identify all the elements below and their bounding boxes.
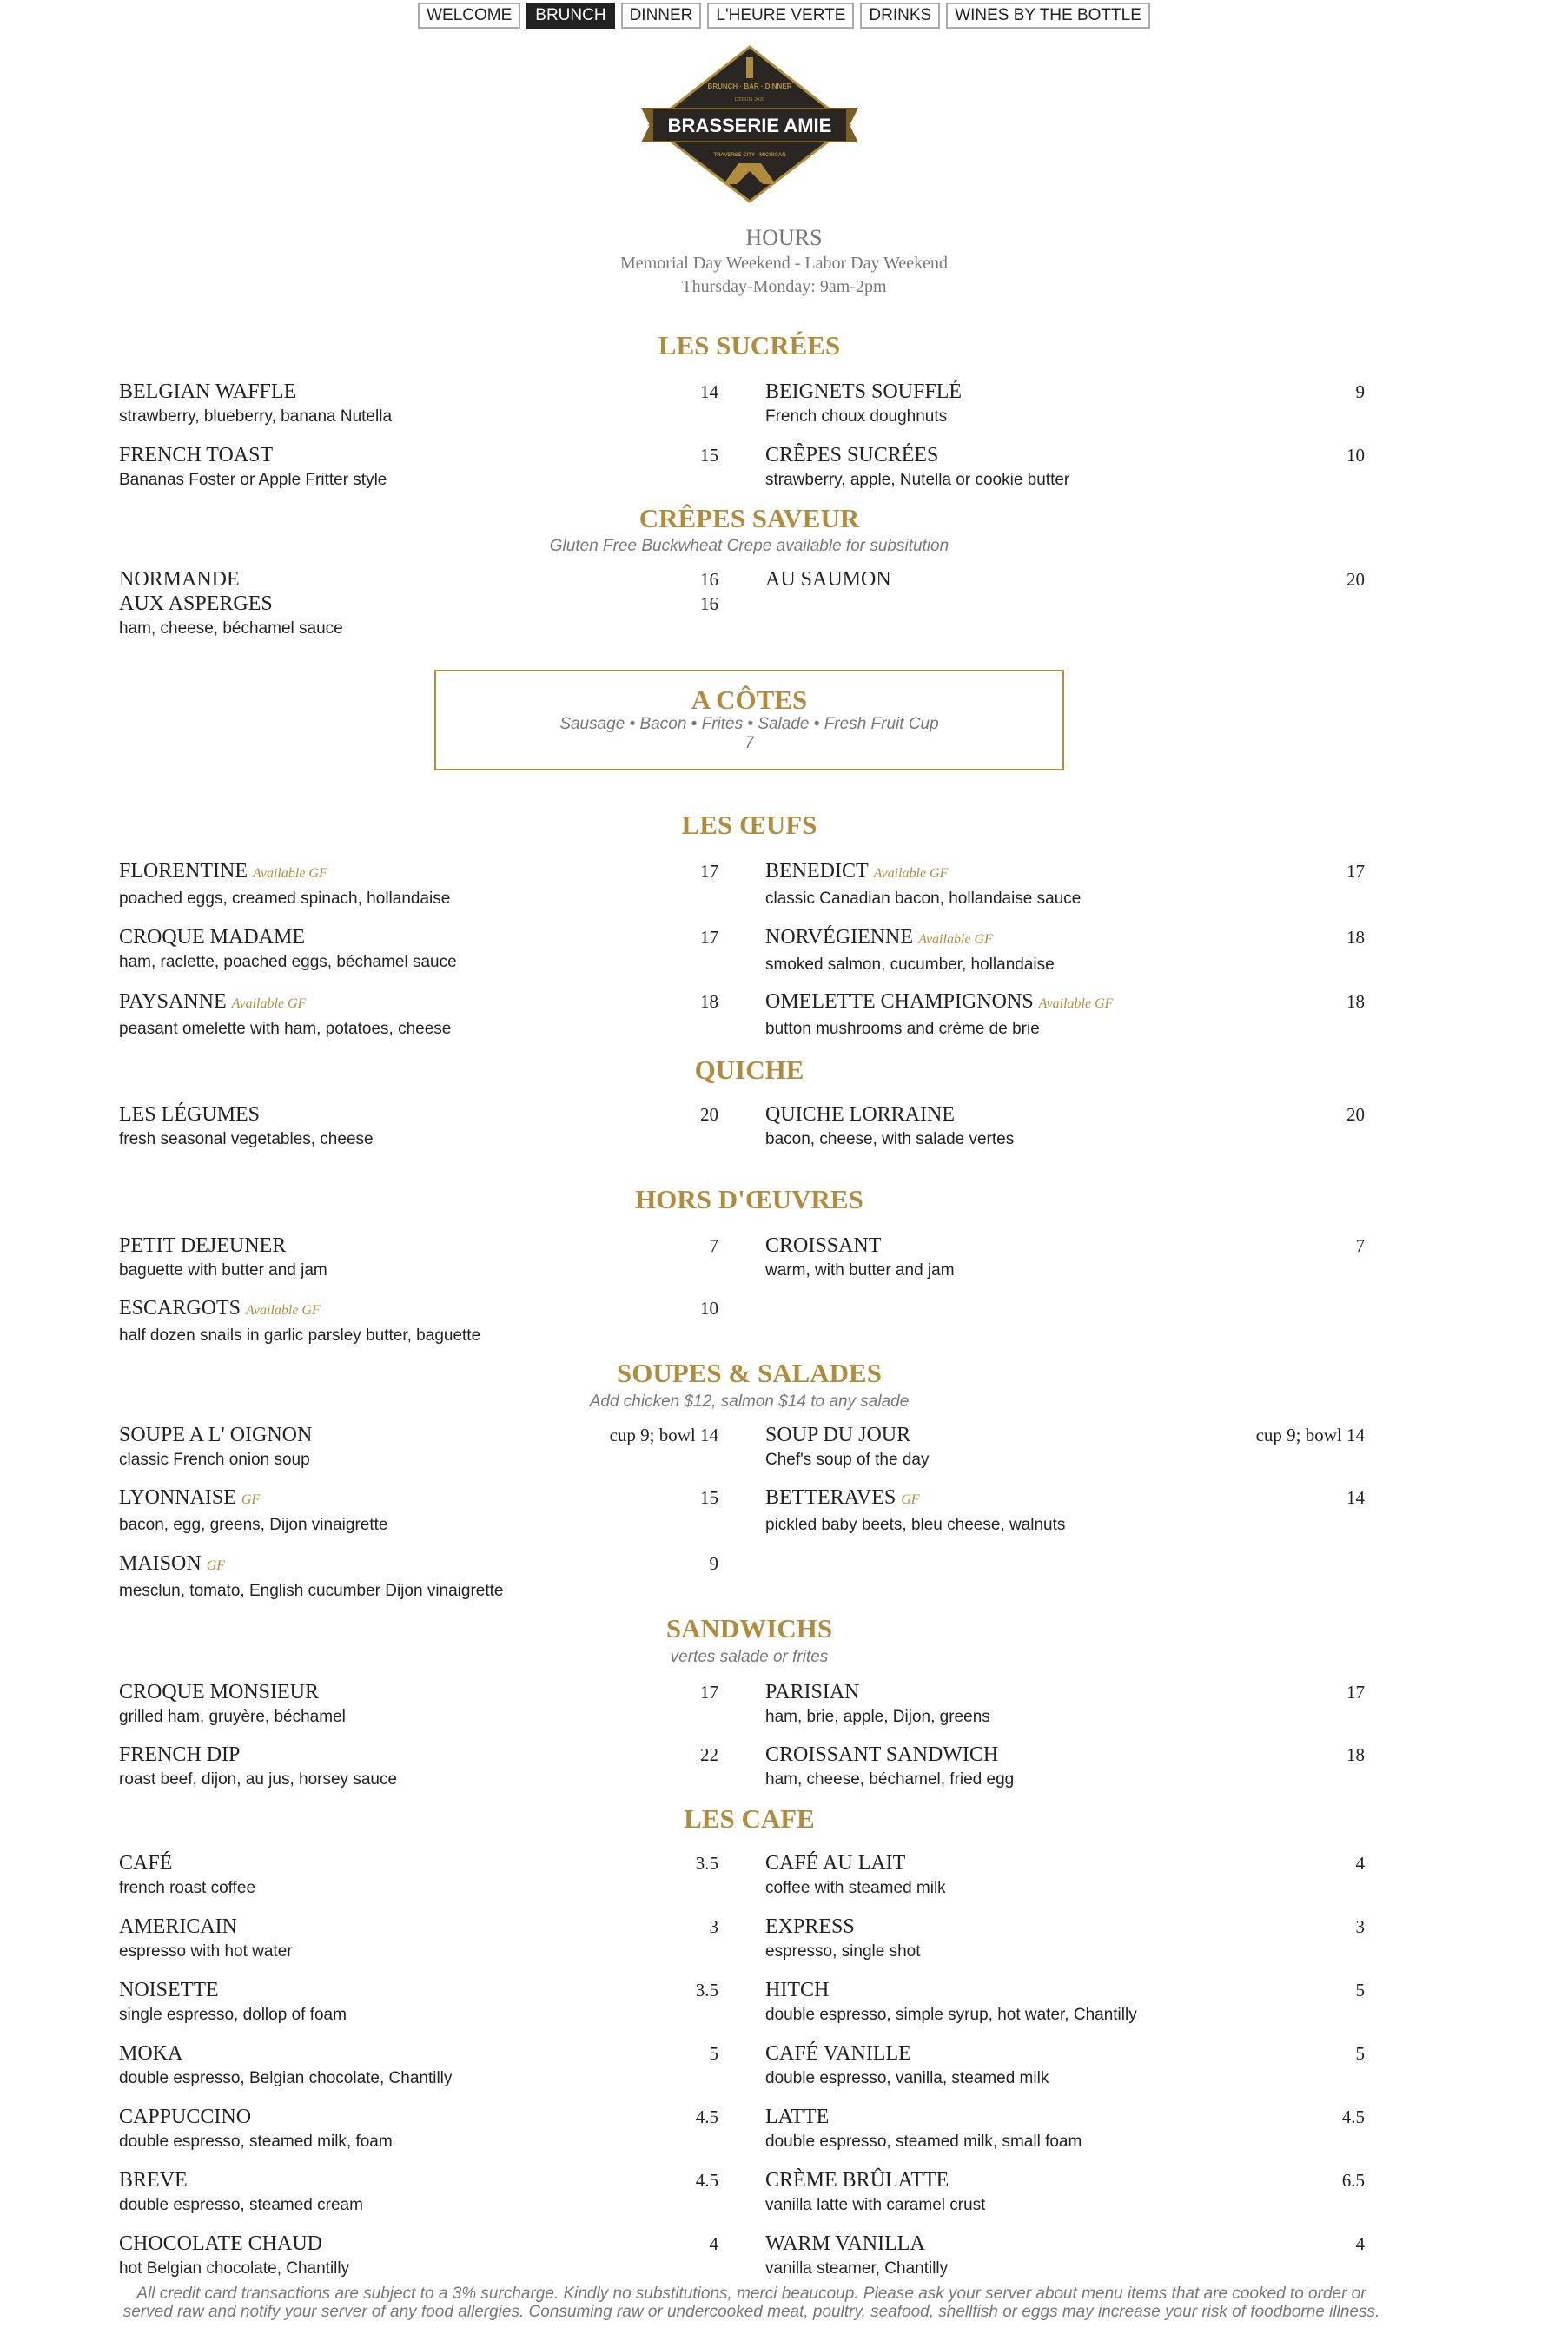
item-price: 4.5 bbox=[1341, 2106, 1365, 2127]
a-cotes-title: A CÔTES bbox=[691, 684, 808, 715]
item-price: 4.5 bbox=[695, 2106, 718, 2127]
item-price-alt: 16 bbox=[700, 593, 718, 614]
item-description: warm, with butter and jam bbox=[765, 1261, 955, 1280]
item-name: SOUP DU JOUR bbox=[765, 1424, 911, 1446]
item-name-row bbox=[119, 1743, 718, 1767]
menu-item bbox=[765, 1978, 1365, 2027]
item-name-row bbox=[765, 380, 1365, 404]
item-name-row bbox=[765, 1851, 1365, 1875]
item-name: NOISETTE bbox=[119, 1979, 219, 2001]
item-name: QUICHE LORRAINE bbox=[765, 1103, 955, 1126]
logo-top-text: BRUNCH · BAR · DINNER bbox=[707, 83, 792, 90]
item-name: EXPRESS bbox=[765, 1915, 855, 1938]
menu-item bbox=[119, 1743, 718, 1791]
item-name-row bbox=[119, 567, 718, 592]
item-name: CAFÉ VANILLE bbox=[765, 2042, 911, 2065]
item-description: double espresso, steamed milk, foam bbox=[119, 2133, 393, 2151]
item-name-row bbox=[119, 2105, 718, 2129]
menu-item bbox=[119, 859, 718, 910]
item-description: poached eggs, creamed spinach, hollandaise bbox=[119, 889, 451, 908]
item-name: CAFÉ AU LAIT bbox=[765, 1852, 906, 1875]
gluten-free-badge: GF bbox=[901, 1492, 920, 1507]
menu-item bbox=[765, 925, 1365, 976]
item-name-row bbox=[119, 1851, 718, 1875]
hours-block bbox=[0, 224, 1568, 299]
hours-season: Memorial Day Weekend - Labor Day Weekend bbox=[619, 254, 948, 273]
item-price: 18 bbox=[1346, 927, 1365, 948]
item-description: baguette with butter and jam bbox=[119, 1261, 327, 1280]
section-title: SANDWICHS bbox=[665, 1613, 833, 1643]
item-name: LATTE bbox=[765, 2106, 830, 2128]
menu-item bbox=[119, 1680, 718, 1729]
item-description: ham, brie, apple, Dijon, greens bbox=[765, 1708, 990, 1726]
item-name-row bbox=[119, 1978, 718, 2002]
item-price: 14 bbox=[700, 381, 718, 402]
item-description: fresh seasonal vegetables, cheese bbox=[119, 1130, 374, 1148]
menu-item bbox=[765, 567, 1365, 592]
tab-wines-by-the-bottle[interactable]: WINES BY THE BOTTLE bbox=[946, 3, 1150, 29]
item-description: vanilla steamer, Chantilly bbox=[765, 2259, 949, 2278]
item-name: NORVÉGIENNE bbox=[765, 926, 914, 949]
item-description: Bananas Foster or Apple Fritter style bbox=[119, 471, 387, 489]
menu-item bbox=[119, 1851, 718, 1900]
item-price: 4.5 bbox=[695, 2170, 718, 2191]
item-name: ESCARGOTS bbox=[119, 1297, 241, 1319]
item-name: PARISIAN bbox=[765, 1681, 860, 1703]
item-price: 15 bbox=[700, 445, 718, 466]
menu-item bbox=[119, 443, 718, 492]
menu-item bbox=[765, 1914, 1365, 1963]
item-name-row bbox=[765, 989, 1365, 1016]
item-name-row bbox=[119, 1551, 718, 1578]
item-price: 3 bbox=[1355, 1916, 1365, 1937]
item-name: NORMANDE bbox=[119, 568, 240, 591]
item-price: 17 bbox=[1346, 1682, 1365, 1703]
item-description: french roast coffee bbox=[119, 1879, 256, 1897]
item-price: 18 bbox=[1346, 991, 1365, 1012]
item-name: CAFÉ bbox=[119, 1852, 173, 1875]
item-name: FRENCH DIP bbox=[119, 1743, 241, 1766]
item-name: CRÊPES SUCRÉES bbox=[765, 444, 939, 466]
menu-item bbox=[119, 1233, 718, 1282]
item-name-row bbox=[119, 380, 718, 404]
item-name-row bbox=[119, 1102, 718, 1127]
item-description: ham, cheese, béchamel sauce bbox=[119, 619, 343, 638]
tab-dinner[interactable]: DINNER bbox=[621, 3, 702, 29]
item-name: CROQUE MADAME bbox=[119, 926, 306, 949]
item-price: 15 bbox=[700, 1487, 718, 1508]
item-name: BELGIAN WAFFLE bbox=[119, 380, 297, 403]
item-description: grilled ham, gruyère, béchamel bbox=[119, 1708, 346, 1726]
item-name: CROQUE MONSIEUR bbox=[119, 1681, 320, 1703]
item-description: classic French onion soup bbox=[119, 1451, 310, 1469]
gluten-free-badge: GF bbox=[241, 1492, 261, 1507]
item-description: smoked salmon, cucumber, hollandaise bbox=[765, 956, 1055, 974]
menu-item bbox=[765, 1233, 1365, 1282]
item-description: strawberry, apple, Nutella or cookie butter bbox=[765, 471, 1070, 489]
item-name-row bbox=[119, 925, 718, 949]
item-description: French choux doughnuts bbox=[765, 407, 948, 426]
section-subtitle: Add chicken $12, salmon $14 to any salade bbox=[589, 1392, 910, 1411]
item-name-row bbox=[765, 1743, 1365, 1767]
item-price: 20 bbox=[1346, 1104, 1365, 1125]
item-name: SOUPE A L' OIGNON bbox=[119, 1424, 313, 1446]
menu-item bbox=[119, 925, 718, 974]
section-title: CRÊPES SAVEUR bbox=[638, 503, 860, 533]
item-price: 20 bbox=[700, 1104, 718, 1125]
item-price: 3 bbox=[709, 1916, 718, 1937]
menu-item bbox=[765, 1851, 1365, 1900]
item-description: ham, cheese, béchamel, fried egg bbox=[765, 1770, 1015, 1789]
item-name: LES LÉGUMES bbox=[119, 1103, 260, 1126]
section-subtitle: Gluten Free Buckwheat Crepe available for subsitution bbox=[549, 537, 949, 555]
item-description: double espresso, steamed milk, small foam bbox=[765, 2133, 1082, 2151]
item-name-row bbox=[119, 2041, 718, 2066]
item-price: 14 bbox=[1346, 1487, 1365, 1508]
item-name: CHOCOLATE CHAUD bbox=[119, 2232, 322, 2255]
brasserie-amie-logo bbox=[641, 45, 858, 203]
item-price: 16 bbox=[700, 569, 718, 590]
item-name-row bbox=[765, 1485, 1365, 1512]
item-price: cup 9; bowl 14 bbox=[1255, 1425, 1365, 1445]
tab-lheure-verte[interactable]: L'HEURE VERTE bbox=[707, 3, 854, 29]
item-name-row bbox=[119, 1233, 718, 1258]
item-price: 4 bbox=[709, 2233, 718, 2254]
section-title: QUICHE bbox=[694, 1055, 804, 1085]
item-name-row bbox=[119, 859, 718, 886]
item-description: double espresso, vanilla, steamed milk bbox=[765, 2069, 1049, 2087]
item-price: 3.5 bbox=[695, 1853, 718, 1874]
menu-item bbox=[765, 2041, 1365, 2090]
item-price: 5 bbox=[1355, 2043, 1365, 2064]
item-price: 9 bbox=[1355, 381, 1365, 402]
item-name-row bbox=[765, 925, 1365, 952]
item-description: classic Canadian bacon, hollandaise sauce bbox=[765, 889, 1082, 908]
item-name: PETIT DEJEUNER bbox=[119, 1234, 287, 1257]
item-name: CRÈME BRÛLATTE bbox=[765, 2169, 949, 2192]
item-name-row bbox=[765, 859, 1365, 886]
menu-item bbox=[119, 2168, 718, 2217]
item-description: pickled baby beets, bleu cheese, walnuts bbox=[765, 1516, 1066, 1534]
menu-item bbox=[765, 859, 1365, 910]
item-name-row bbox=[119, 1680, 718, 1704]
item-name-row bbox=[765, 1680, 1365, 1704]
item-description: double espresso, Belgian chocolate, Chantilly bbox=[119, 2069, 453, 2087]
item-price: 10 bbox=[1346, 445, 1365, 466]
item-name-row bbox=[765, 2105, 1365, 2129]
item-name: CROISSANT SANDWICH bbox=[765, 1743, 999, 1766]
item-name-row bbox=[765, 2041, 1365, 2066]
item-description: Chef's soup of the day bbox=[765, 1451, 930, 1469]
item-price: 10 bbox=[700, 1298, 718, 1319]
item-price: 18 bbox=[1346, 1744, 1365, 1765]
item-description: peasant omelette with ham, potatoes, cheese bbox=[119, 1020, 452, 1038]
menu-item bbox=[119, 2105, 718, 2153]
menu-tabs bbox=[0, 3, 1568, 29]
section-title: HORS D'ŒUVRES bbox=[635, 1184, 863, 1214]
item-description: half dozen snails in garlic parsley butter, baguette bbox=[119, 1326, 481, 1345]
hours-heading: HOURS bbox=[745, 225, 823, 250]
menu-item bbox=[765, 2105, 1365, 2153]
item-description: roast beef, dijon, au jus, horsey sauce bbox=[119, 1770, 398, 1789]
item-price: 17 bbox=[1346, 861, 1365, 882]
menu-item bbox=[119, 989, 718, 1041]
menu-item bbox=[119, 1914, 718, 1963]
item-price: 7 bbox=[1355, 1235, 1365, 1256]
item-description: button mushrooms and crème de brie bbox=[765, 1020, 1040, 1038]
item-description: coffee with steamed milk bbox=[765, 1879, 946, 1897]
item-price: 17 bbox=[700, 1682, 718, 1703]
item-name-row bbox=[765, 2232, 1365, 2256]
item-description: strawberry, blueberry, banana Nutella bbox=[119, 407, 393, 426]
item-description: double espresso, steamed cream bbox=[119, 2196, 363, 2214]
item-name-row bbox=[119, 1485, 718, 1512]
menu-item bbox=[119, 1423, 718, 1471]
item-name-row bbox=[765, 567, 1365, 592]
menu-item bbox=[765, 380, 1365, 428]
item-price: 22 bbox=[700, 1744, 718, 1765]
tab-brunch[interactable]: BRUNCH bbox=[526, 3, 614, 29]
gluten-free-badge: Available GF bbox=[1038, 996, 1114, 1011]
item-price: 20 bbox=[1346, 569, 1365, 590]
menu-item bbox=[765, 1102, 1365, 1151]
footer-disclaimer: All credit card transactions are subject to a 3% surcharge. Kindly no substitutions, merci beaucoup. Please ask your server about menu items that are cooked to order or served raw and notify your server of any food allergies. Consuming raw or undercooked meat, poultry, seafood, shellfish or eggs may increase your risk of foodborne illness. bbox=[122, 2285, 1380, 2321]
item-description: bacon, egg, greens, Dijon vinaigrette bbox=[119, 1516, 388, 1534]
item-description: hot Belgian chocolate, Chantilly bbox=[119, 2259, 350, 2278]
item-price: 17 bbox=[700, 861, 718, 882]
gluten-free-badge: GF bbox=[206, 1558, 226, 1573]
menu-item bbox=[119, 1296, 718, 1347]
item-name: BETTERAVES bbox=[765, 1486, 896, 1509]
item-name: FLORENTINE bbox=[119, 860, 248, 883]
item-price: 18 bbox=[700, 991, 718, 1012]
menu-item bbox=[765, 1743, 1365, 1791]
a-cotes-items: Sausage • Bacon • Frites • Salade • Fresh Fruit Cup bbox=[559, 715, 939, 733]
item-name: MOKA bbox=[119, 2042, 183, 2065]
gluten-free-badge: Available GF bbox=[918, 932, 993, 947]
item-name-row bbox=[119, 2232, 718, 2256]
item-price: cup 9; bowl 14 bbox=[609, 1425, 718, 1445]
item-name-row bbox=[765, 1102, 1365, 1127]
item-price: 5 bbox=[709, 2043, 718, 2064]
item-description: double espresso, simple syrup, hot water, Chantilly bbox=[765, 2006, 1137, 2024]
item-description: espresso, single shot bbox=[765, 1942, 921, 1961]
section-title: LES ŒUFS bbox=[681, 810, 817, 840]
gluten-free-badge: Available GF bbox=[873, 866, 949, 881]
item-description: mesclun, tomato, English cucumber Dijon vinaigrette bbox=[119, 1582, 504, 1600]
section-title: LES SUCRÉES bbox=[658, 330, 841, 360]
item-name: AMERICAIN bbox=[119, 1915, 237, 1938]
item-name: PAYSANNE bbox=[119, 990, 227, 1013]
menu-item bbox=[119, 2041, 718, 2090]
item-description: bacon, cheese, with salade vertes bbox=[765, 1130, 1015, 1148]
menu-item bbox=[765, 1680, 1365, 1729]
logo-name: BRASSERIE AMIE bbox=[667, 115, 832, 136]
logo-depuis-text: DEPUIS 2020 bbox=[734, 97, 765, 103]
item-name: HITCH bbox=[765, 1979, 830, 2001]
menu-item bbox=[119, 1551, 718, 1603]
item-name: WARM VANILLA bbox=[765, 2232, 925, 2255]
a-cotes-box bbox=[434, 670, 1064, 770]
menu-item bbox=[119, 567, 718, 640]
item-description: ham, raclette, poached eggs, béchamel sauce bbox=[119, 953, 457, 971]
menu-item bbox=[119, 1485, 718, 1537]
item-name: MAISON bbox=[119, 1552, 202, 1575]
menu-item bbox=[765, 1423, 1365, 1471]
gluten-free-badge: Available GF bbox=[246, 1303, 321, 1318]
item-name-row bbox=[765, 1233, 1365, 1258]
item-price: 4 bbox=[1355, 1853, 1365, 1874]
item-name-row bbox=[765, 1914, 1365, 1939]
item-name-row bbox=[119, 1914, 718, 1939]
item-price: 5 bbox=[1355, 1980, 1365, 2000]
item-name-alt: AUX ASPERGES bbox=[119, 592, 273, 615]
item-description: single espresso, dollop of foam bbox=[119, 2006, 347, 2024]
menu-item bbox=[119, 1978, 718, 2027]
a-cotes-price: 7 bbox=[744, 734, 754, 752]
item-name-row bbox=[765, 443, 1365, 467]
menu-item bbox=[765, 443, 1365, 492]
item-name-row bbox=[119, 443, 718, 467]
menu-item bbox=[119, 1102, 718, 1151]
item-price: 7 bbox=[709, 1235, 718, 1256]
item-price: 4 bbox=[1355, 2233, 1365, 2254]
item-name: BEIGNETS SOUFFLÉ bbox=[765, 380, 963, 403]
item-price: 17 bbox=[700, 927, 718, 948]
menu-item bbox=[119, 380, 718, 428]
item-name-row bbox=[119, 2168, 718, 2192]
menu-item bbox=[765, 2168, 1365, 2217]
item-name: BREVE bbox=[119, 2169, 188, 2192]
item-name-row bbox=[765, 2168, 1365, 2192]
item-name-row bbox=[119, 989, 718, 1016]
item-name: AU SAUMON bbox=[765, 568, 891, 591]
item-name: CAPPUCCINO bbox=[119, 2106, 252, 2128]
section-title: SOUPES & SALADES bbox=[617, 1358, 882, 1388]
item-name: LYONNAISE bbox=[119, 1486, 236, 1509]
menu-item bbox=[765, 1485, 1365, 1537]
menu-item bbox=[119, 2232, 718, 2280]
item-name: CROISSANT bbox=[765, 1234, 882, 1257]
item-description: vanilla latte with caramel crust bbox=[765, 2196, 986, 2214]
section-subtitle: vertes salade or frites bbox=[670, 1648, 829, 1666]
item-name: FRENCH TOAST bbox=[119, 444, 274, 466]
item-name: BENEDICT bbox=[765, 860, 869, 883]
logo-bottom-text: TRAVERSE CITY · MICHIGAN bbox=[713, 153, 786, 158]
item-price: 6.5 bbox=[1341, 2170, 1365, 2191]
menu-item bbox=[765, 2232, 1365, 2280]
tab-welcome[interactable]: WELCOME bbox=[418, 3, 520, 29]
menu-item bbox=[765, 989, 1365, 1041]
hours-days: Thursday-Monday: 9am-2pm bbox=[681, 277, 887, 296]
item-name-row bbox=[765, 1978, 1365, 2002]
item-name-row bbox=[119, 1296, 718, 1323]
item-price: 3.5 bbox=[695, 1980, 718, 2000]
gluten-free-badge: Available GF bbox=[252, 866, 327, 881]
gluten-free-badge: Available GF bbox=[231, 996, 307, 1011]
section-title: LES CAFE bbox=[684, 1803, 815, 1834]
item-name: OMELETTE CHAMPIGNONS bbox=[765, 990, 1034, 1013]
tab-drinks[interactable]: DRINKS bbox=[860, 3, 940, 29]
item-price: 9 bbox=[709, 1553, 718, 1574]
item-description: espresso with hot water bbox=[119, 1942, 293, 1961]
